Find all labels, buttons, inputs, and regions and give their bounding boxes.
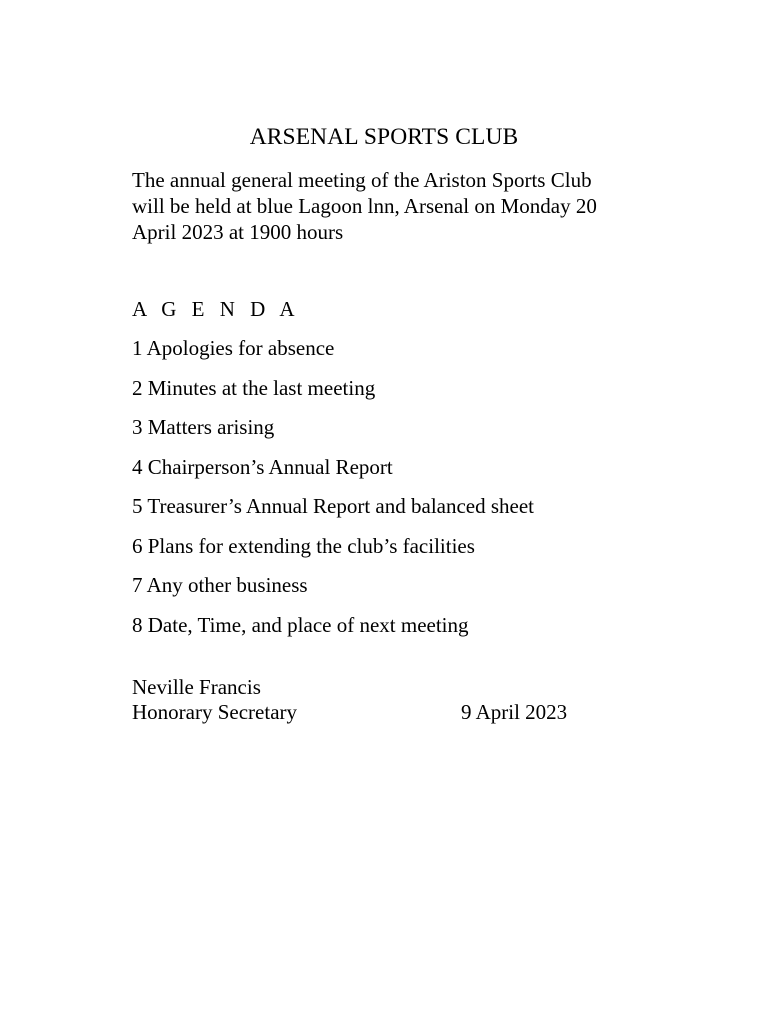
agenda-item: 8 Date, Time, and place of next meeting (132, 612, 469, 637)
notice-line: The annual general meeting of the Ariston Sports Club (132, 168, 592, 192)
agenda-item: 7 Any other business (132, 573, 308, 597)
signature-block (132, 675, 568, 725)
signature-date: 9 April 2023 (461, 700, 568, 724)
agenda-item: 1 Apologies for absence (132, 336, 335, 360)
signatory-name: Neville Francis (132, 675, 261, 699)
notice-line: April 2023 at 1900 hours (132, 220, 344, 244)
agenda-item: 6 Plans for extending the club’s facilities (132, 533, 475, 558)
agenda-item: 4 Chairperson’s Annual Report (132, 454, 393, 479)
signatory-role-row (132, 700, 568, 725)
meeting-notice (132, 167, 632, 245)
agenda-item: 2 Minutes at the last meeting (132, 375, 376, 400)
agenda-item: 3 Matters arising (132, 415, 275, 439)
notice-line: will be held at blue Lagoon lnn, Arsenal on Monday 20 (132, 194, 597, 218)
signatory-role: Honorary Secretary (132, 700, 298, 724)
document-title: ARSENAL SPORTS CLUB (249, 124, 519, 150)
agenda-list (132, 335, 534, 651)
agenda-heading: A G E N D A (132, 297, 300, 321)
agenda-item: 5 Treasurer’s Annual Report and balanced sheet (132, 494, 535, 518)
